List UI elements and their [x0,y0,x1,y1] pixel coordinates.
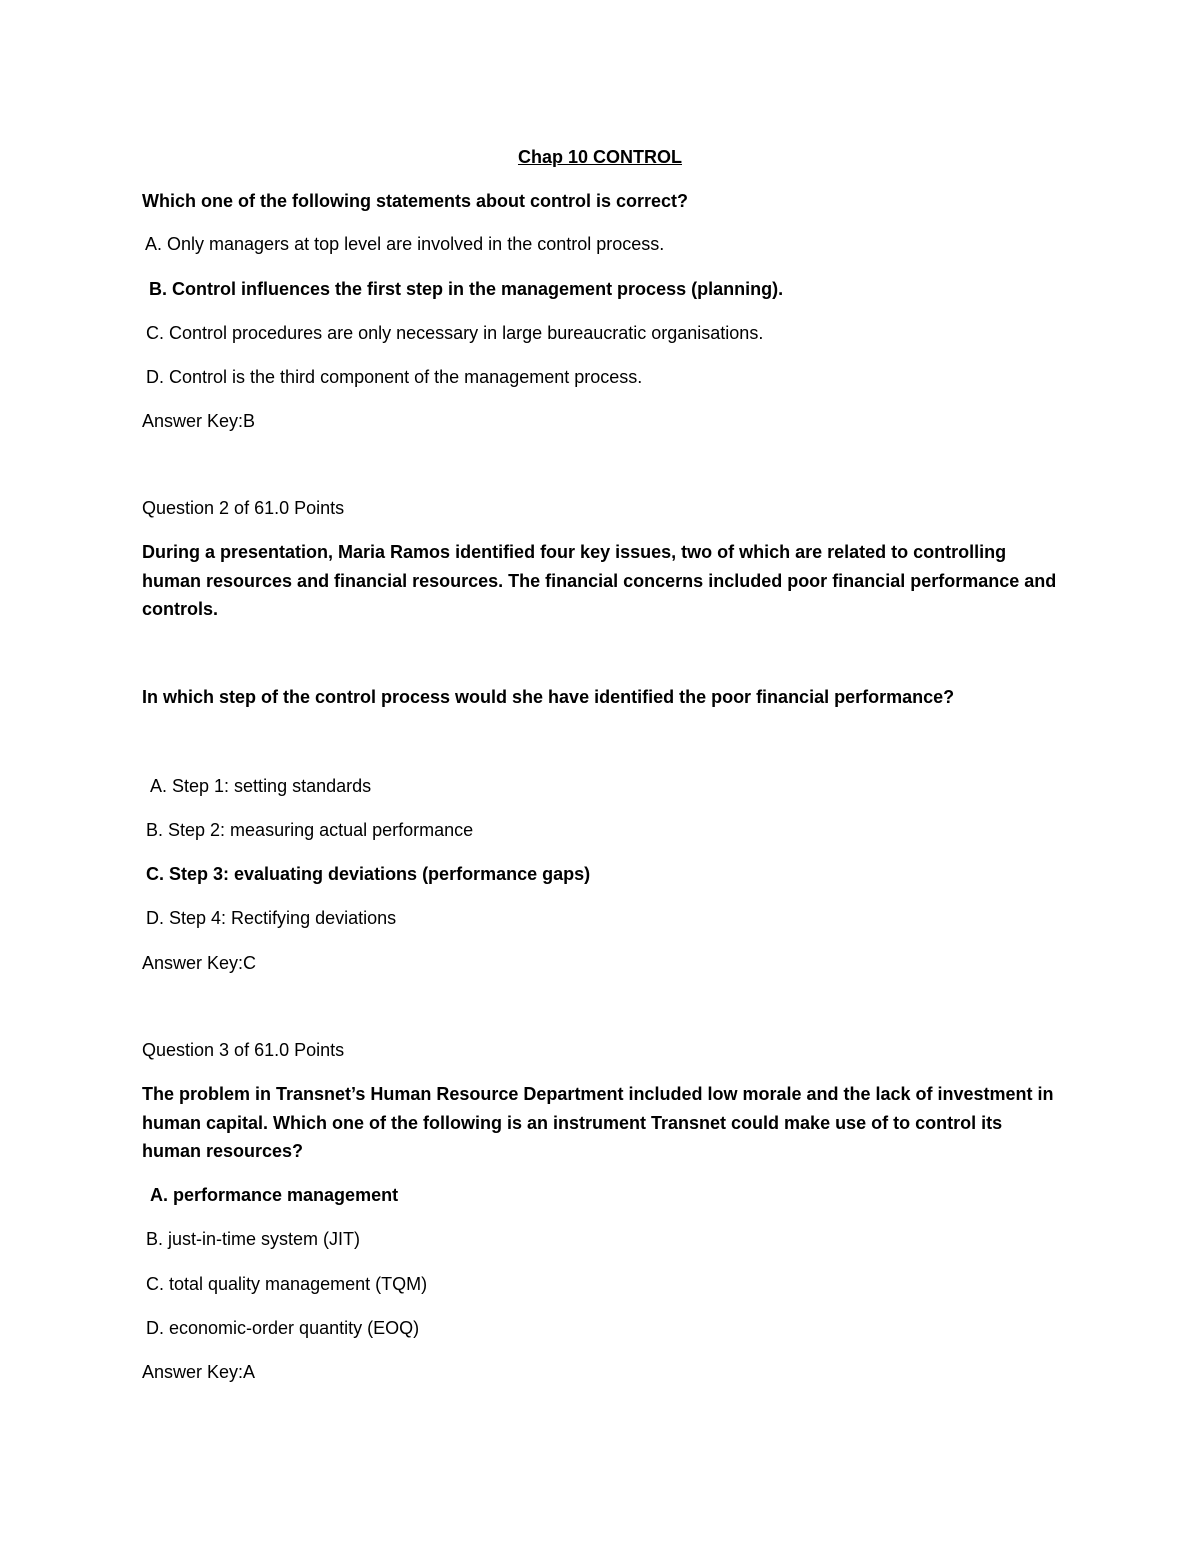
q3-header: Question 3 of 61.0 Points [142,1040,345,1060]
q3-answer-key: Answer Key:A [142,1362,256,1382]
q2-option-c: C. Step 3: evaluating deviations (performance gaps) [146,864,591,884]
q1-option-c: C. Control procedures are only necessary in large bureaucratic organisations. [146,323,764,343]
q1-question: Which one of the following statements about control is correct? [142,191,689,211]
q2-option-a: A. Step 1: setting standards [150,776,372,796]
q3-option-c: C. total quality management (TQM) [146,1274,428,1294]
q1-option-b: B. Control influences the first step in the management process (planning). [149,279,784,299]
q3-option-d: D. economic-order quantity (EOQ) [146,1318,420,1338]
q2-option-d: D. Step 4: Rectifying deviations [146,908,397,928]
q3-option-a: A. performance management [150,1185,399,1205]
q1-answer-key: Answer Key:B [142,411,256,431]
q1-option-d: D. Control is the third component of the management process. [146,367,643,387]
q2-header: Question 2 of 61.0 Points [142,498,345,518]
q2-answer-key: Answer Key:C [142,953,257,973]
q3-option-b: B. just-in-time system (JIT) [146,1229,361,1249]
page-title: Chap 10 CONTROL [517,147,682,167]
q2-option-b: B. Step 2: measuring actual performance [146,820,474,840]
q2-context: During a presentation, Maria Ramos identified four key issues, two of which are related to controlling human resources and financial resources. The financial concerns included poor financial performance and controls. [142,542,1057,619]
q3-question: The problem in Transnet’s Human Resource Department included low morale and the lack of investment in human capital. Which one of the following is an instrument Transnet could make use of to control its human resources? [142,1084,1054,1161]
q2-question: In which step of the control process would she have identified the poor financial performance? [142,687,955,707]
q1-option-a: A. Only managers at top level are involved in the control process. [145,234,665,254]
